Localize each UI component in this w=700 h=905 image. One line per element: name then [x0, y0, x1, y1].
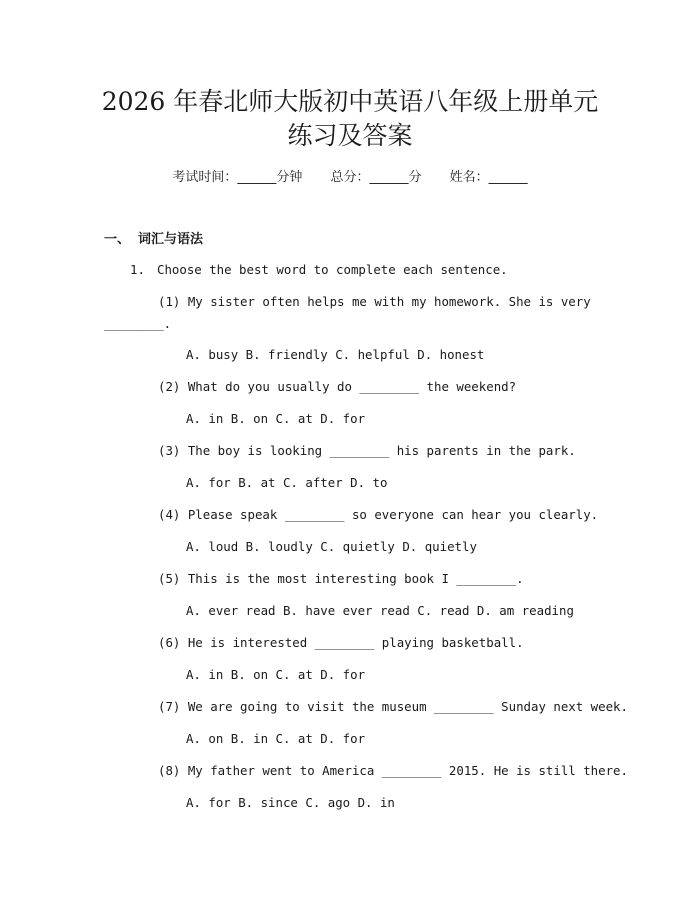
- item-options: A. for B. at C. after D. to: [186, 475, 388, 490]
- item-stem: (5) This is the most interesting book I ________.: [158, 571, 524, 586]
- total-score-label: 总分：: [330, 170, 370, 185]
- exam-time-label: 考试时间：: [172, 170, 238, 185]
- question-instruction-text: Choose the best word to complete each sentence.: [157, 262, 508, 277]
- item-stem-continued: ________.: [104, 316, 172, 331]
- item-options: A. for B. since C. ago D. in: [186, 795, 395, 810]
- question-number: 1.: [130, 262, 145, 277]
- item-options: A. busy B. friendly C. helpful D. honest: [186, 347, 485, 362]
- exam-time-field: [172, 168, 302, 188]
- student-name-field: [450, 168, 528, 188]
- section-number: 一、: [104, 232, 131, 247]
- item-stem: (6) He is interested ________ playing basketball.: [158, 635, 524, 650]
- exam-time-blank: ______: [237, 170, 277, 185]
- total-score-unit: 分: [408, 170, 422, 185]
- item-options: A. in B. on C. at D. for: [186, 411, 366, 426]
- item-stem: (7) We are going to visit the museum ________ Sunday next week.: [158, 699, 628, 714]
- item-stem: (8) My father went to America ________ 2015. He is still there.: [158, 763, 628, 778]
- item-stem: (3) The boy is looking ________ his parents in the park.: [158, 443, 576, 458]
- item-stem: (1) My sister often helps me with my homework. She is very: [158, 294, 591, 309]
- student-name-label: 姓名：: [449, 170, 489, 185]
- total-score-blank: ______: [369, 170, 409, 185]
- exam-time-unit: 分钟: [276, 170, 303, 185]
- item-options: A. in B. on C. at D. for: [186, 667, 366, 682]
- document-title-line-2: 练习及答案: [287, 121, 413, 150]
- total-score-field: [330, 168, 421, 188]
- item-options: A. on B. in C. at D. for: [186, 731, 366, 746]
- question-instruction: [130, 260, 508, 280]
- student-name-blank: ______: [488, 170, 528, 185]
- item-options: A. loud B. loudly C. quietly D. quietly: [186, 539, 477, 554]
- item-options: A. ever read B. have ever read C. read D. am reading: [186, 603, 574, 618]
- item-stem: (2) What do you usually do ________ the weekend?: [158, 379, 517, 394]
- section-title: 词汇与语法: [138, 232, 204, 247]
- document-title-line-1: 2026 年春北师大版初中英语八年级上册单元: [101, 87, 599, 116]
- exam-info-bar: [0, 168, 700, 188]
- section-heading: [104, 230, 203, 250]
- item-stem: (4) Please speak ________ so everyone can hear you clearly.: [158, 507, 599, 522]
